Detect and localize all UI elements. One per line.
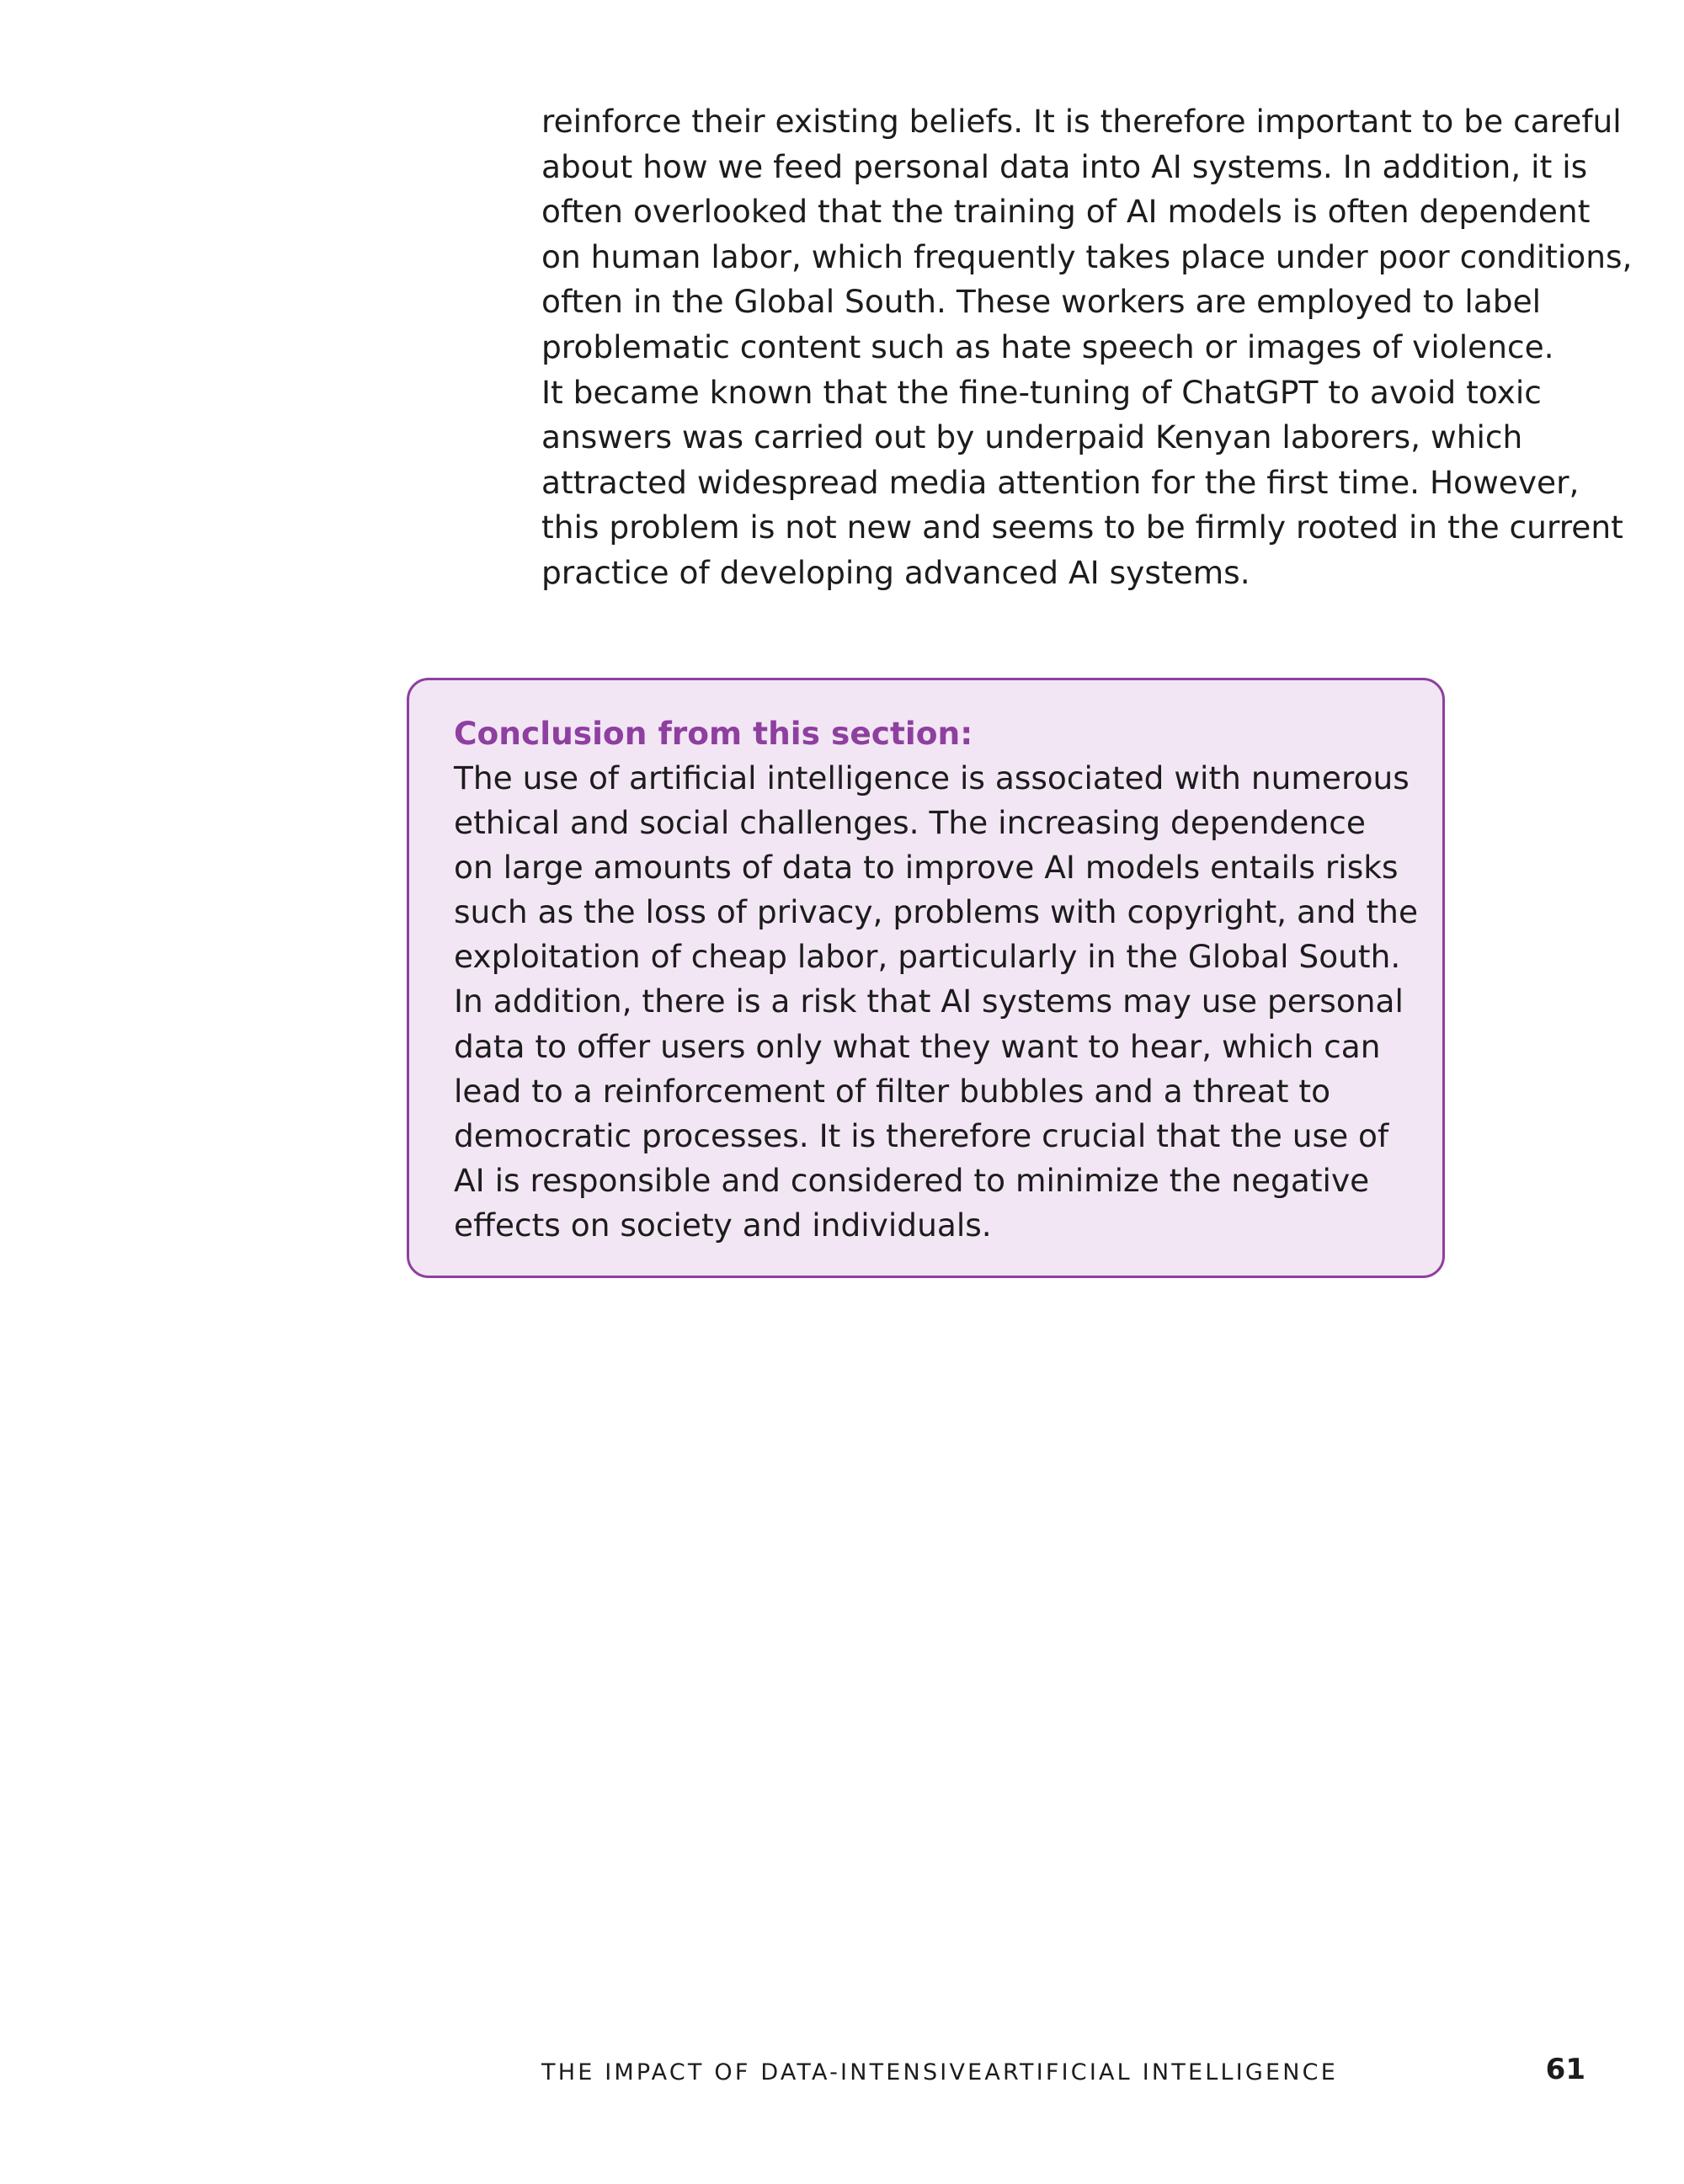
body-line: about how we feed personal data into AI systems. In addition, it is xyxy=(541,147,1588,185)
conclusion-line: data to offer users only what they want to hear, which can xyxy=(454,1027,1381,1065)
body-line: this problem is not new and seems to be firmly rooted in the current xyxy=(541,509,1623,546)
body-line: practice of developing advanced AI systems. xyxy=(541,553,1250,591)
conclusion-line: on large amounts of data to improve AI models entails risks xyxy=(454,849,1399,887)
running-footer-title: THE IMPACT OF DATA-INTENSIVEARTIFICIAL INTELLIGENCE xyxy=(541,2059,1338,2085)
body-line: on human labor, which frequently takes place under poor conditions, xyxy=(541,237,1633,275)
conclusion-line: such as the loss of privacy, problems with copyright, and the xyxy=(454,893,1419,931)
body-line: often overlooked that the training of AI models is often dependent xyxy=(541,193,1591,231)
body-line: answers was carried out by underpaid Kenyan laborers, which xyxy=(541,418,1523,456)
conclusion-line: ethical and social challenges. The increasing dependence xyxy=(454,804,1366,842)
body-line: It became known that the fine-tuning of ChatGPT to avoid toxic xyxy=(541,373,1542,411)
conclusion-line: AI is responsible and considered to minimize the negative xyxy=(454,1161,1370,1199)
conclusion-text xyxy=(454,756,1422,1248)
body-line: often in the Global South. These workers are employed to label xyxy=(541,283,1542,321)
conclusion-line: democratic processes. It is therefore crucial that the use of xyxy=(454,1116,1389,1154)
conclusion-line: lead to a reinforcement of filter bubbles and a threat to xyxy=(454,1072,1331,1110)
body-paragraph xyxy=(541,99,1633,596)
body-line: reinforce their existing beliefs. It is therefore important to be careful xyxy=(541,103,1622,140)
conclusion-box xyxy=(407,678,1445,1278)
page-number: 61 xyxy=(1545,2053,1585,2086)
body-line: attracted widespread media attention for the first time. However, xyxy=(541,463,1580,501)
conclusion-line: The use of artificial intelligence is associated with numerous xyxy=(454,759,1410,796)
conclusion-heading: Conclusion from this section: xyxy=(454,715,973,752)
conclusion-line: effects on society and individuals. xyxy=(454,1206,992,1244)
conclusion-line: In addition, there is a risk that AI systems may use personal xyxy=(454,983,1404,1020)
conclusion-line: exploitation of cheap labor, particularly in the Global South. xyxy=(454,938,1401,976)
body-line: problematic content such as hate speech or images of violence. xyxy=(541,328,1554,365)
page-footer xyxy=(541,2053,1585,2093)
